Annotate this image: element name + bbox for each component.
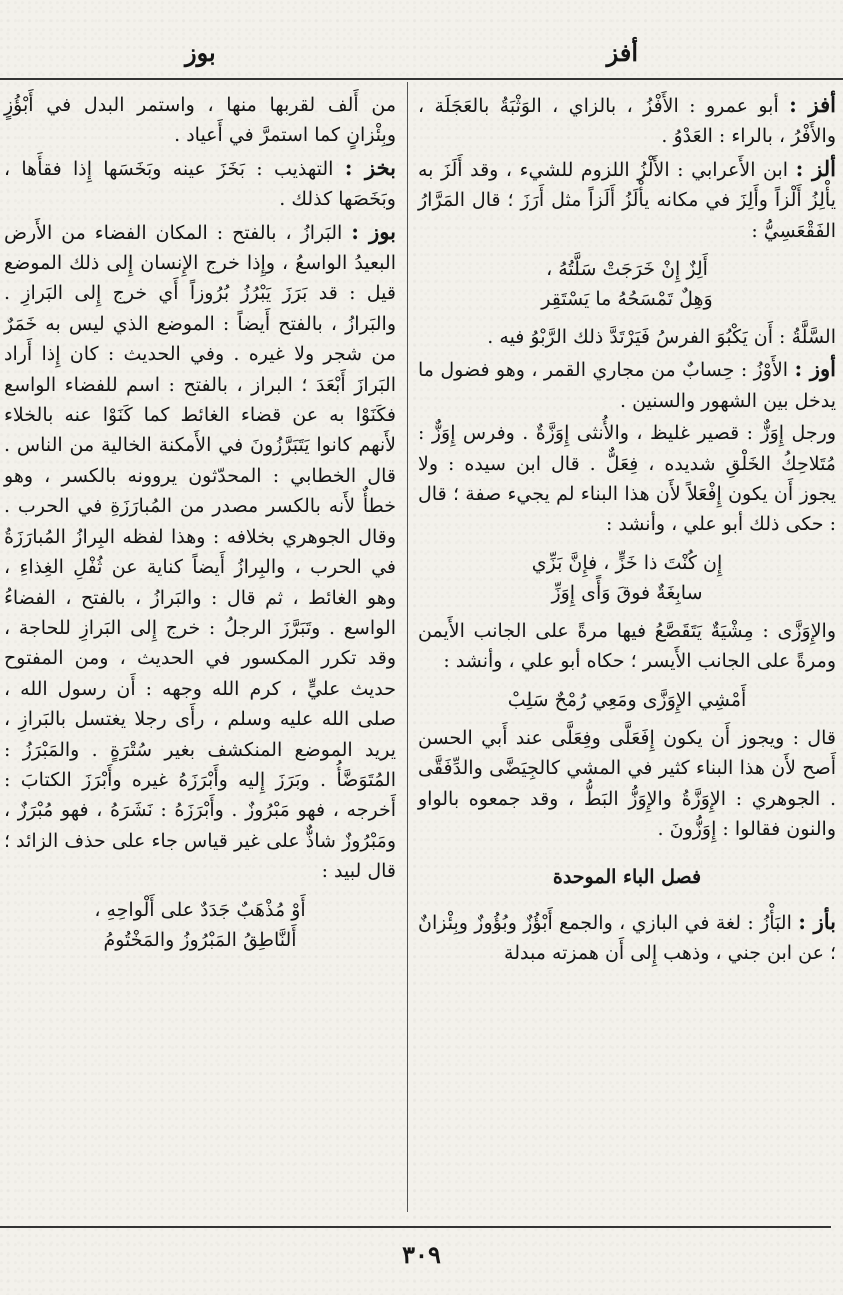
verse-line: أَوْ مُذْهَبٌ جَدَدٌ على أَلْواحِهِ ،	[94, 898, 306, 921]
entry-alz	[418, 154, 836, 246]
top-rule	[0, 78, 843, 80]
verse-labid	[4, 895, 396, 955]
running-head-right: أفز	[606, 38, 638, 67]
verse-line: إِن كُنْتَ ذا خَزٍّ ، فإِنَّ بَزِّي	[531, 551, 723, 574]
verse-line: أَلِزٌ إِنْ خَرَجَتْ سَلَّتُهُ ،	[546, 258, 708, 281]
headword-alz: ألز :	[795, 155, 836, 181]
bottom-rule	[0, 1226, 831, 1228]
entry-alz-gloss: السَّلَّةُ : أَن يَكْبُوَ الفرسُ فَيَرْتَدَّ ذلك الرَّبْوُ فيه .	[487, 326, 836, 349]
entry-bwz	[4, 217, 396, 887]
entry-afz	[418, 90, 836, 152]
entry-awz-paragraph: والإِوَزَّى : مِشْيَةٌ يَتَقَصَّعُ فيها مرةً على الجانب الأَيمن ومرةً على الجانب الأَيسر ؛ حكاه أبو علي ، وأنشد :	[418, 619, 836, 673]
headword-baz: بأز :	[798, 908, 836, 934]
running-head-left: بوز	[185, 38, 216, 67]
column-divider	[407, 82, 408, 1212]
entry-baz-continued: من أَلف لقربها منها ، واستمر البدل في أَبْؤُزٍ وبِئْزانٍ كما استمرَّ في أَعياد .	[4, 94, 396, 147]
verse-line: أَلنَّاطِقُ المَبْرُوزُ والمَخْتُومُ	[103, 928, 297, 951]
entry-awz	[418, 354, 836, 416]
right-column	[418, 90, 836, 971]
entry-bwz-text: البَرازُ ، بالفتح : المكان الفضاء من الأَرض البعيدُ الواسعُ ، وإِذا خرج الإِنسان إِلى ذلك الموضع قيل : قد بَرَزَ يَبْرُزُ بُرُوزاً أَي خرج إِلى البَرازِ . والبَرازُ ، بالفتح أَيضاً : الموضع الذي ليس به خَمَرٌ من شجر ولا غيره . وفي الحديث : كان إِذا أَراد البَرازَ أَبْعَدَ ؛ البراز ، بالفتح : اسم للفضاء الواسع فكَنَوْا به عن قضاء الغائط كما كَنَوْا عنه بالخلاء لأَنهم كانوا يَتَبَرَّزُونَ في الأَمكنة الخالية من الناس . قال الخطابي : المحدّثون يروونه بالكسر ، وهو خطأٌ لأَنه بالكسر مصدر من المُبارَزَةِ في الحرب . وقال الجوهري بخلافه : وهذا لفظه البِرازُ المُبارَزَةُ في الحرب ، والبِرازُ أَيضاً كناية عن ثُفْلِ الغِذاءِ ، وهو الغائط ، ثم قال : والبَرازُ ، بالفتح ، الفضاءُ الواسع . وتَبَرَّزَ الرجلُ : خرج إِلى البَرازِ للحاجة ، وقد تكرر المكسور في الحديث ، ومن المفتوح حديث عليٍّ ، كرم الله وجهه : أَن رسول الله ، صلى الله عليه وسلم ، رأَى رجلا يغتسل بالبَرازِ ، يريد الموضع المنكشف بغير سُتْرَةٍ . والمَبْرَزُ : المُتَوَضَّأُ . وبَرَزَ إِليه وأَبْرَزَهُ غيره وأَبْرَزَ الكتابَ : أَخرجه ، فهو مَبْرُوزٌ . وأَبْرَزَهُ : نَشَرَهُ ، فهو مُبْرَزٌ ، ومَبْرُوزٌ شاذٌّ على غير قياس جاء على حذف الزائد ؛ قال لبيد :	[4, 221, 396, 883]
entry-afz-text: أبو عمرو : الأَفْزُ ، بالزاي ، الوَثْبَةُ بالعَجَلَة ، والأَفْرُ ، بالراء : العَدْوُ .	[418, 95, 836, 148]
headword-bwz: بوز :	[351, 218, 396, 244]
section-title: فصل الباء الموحدة	[552, 866, 702, 889]
entry-awz-paragraph: ورجل إِوَزٌّ : قصير غليظ ، والأُنثى إِوَزَّةٌ . وفرس إِوَزٌّ : مُتَلاحِكُ الخَلْقِ شديده ، فِعَلٌّ . قال ابن سيده : ولا يجوز أَن يكون إِفْعَلاً لأَن هذا البناء لم يجيء صفة ؛ قال : حكى ذلك أبو علي ، وأنشد :	[418, 422, 836, 536]
headword-bkhz: بخز :	[344, 154, 396, 180]
verse-line: أَمْشِي الإِوَزَّى ومَعِي رُمْحٌ سَلِبْ	[507, 688, 747, 711]
page-number: ٣٠٩	[402, 1240, 441, 1269]
entry-bkhz	[4, 153, 396, 215]
headword-afz: أفز :	[789, 92, 836, 117]
verse-line: وَهِلٌ تَمْسَحُهُ ما يَسْتَقِر	[541, 288, 713, 311]
verse-awz-walk	[418, 685, 836, 715]
headword-awz: أوز :	[794, 356, 836, 382]
verse-awz	[418, 548, 836, 608]
entry-alz-text: ابن الأَعرابي : الأَلْزُ اللزوم للشيء ، وقد أَلَزَ به يأْلِزُ أَلْزاً وأَلِزَ في مكانه يأْلَزُ أَلَزاً مثل أَرَزَ ؛ قال المَرَّارُ الفَقْعَسِيُّ :	[418, 158, 836, 242]
left-column	[4, 90, 396, 963]
entry-baz-text: البَأْزُ : لغة في البازي ، والجمع أَبْؤُزٌ وبُؤُوزٌ وبِئْزانٌ ؛ عن ابن جني ، وذهب إِلى أَن همزته مبدلة	[418, 911, 836, 965]
entry-baz	[418, 907, 836, 969]
entry-awz-paragraph: قال : ويجوز أَن يكون إِفَعَلَّى وفِعَلَّى عند أَبي الحسن أَصح لأَن هذا البناء كثير في المشي كالجِيَضَّى والدِّفَقَّى . الجوهري : الإِوَزَّةُ والإِوَزُّ البَطُّ ، وقد جمعوه بالواو والنون فقالوا : إِوَزُّونَ .	[418, 726, 836, 840]
verse-alz	[418, 254, 836, 314]
entry-bkhz-text: التهذيب : بَخَزَ عينه وبَخَسَها إِذا فقأَها ، وبَخَصَها كذلك .	[4, 157, 396, 211]
entry-awz-text: الأَوْزُ : حِسابٌ من مجاري القمر ، وهو فضول ما يدخل بين الشهور والسنين .	[418, 359, 836, 412]
verse-line: سابِغَةٌ فوقَ وَأًى إِوَزِّ	[551, 581, 703, 604]
